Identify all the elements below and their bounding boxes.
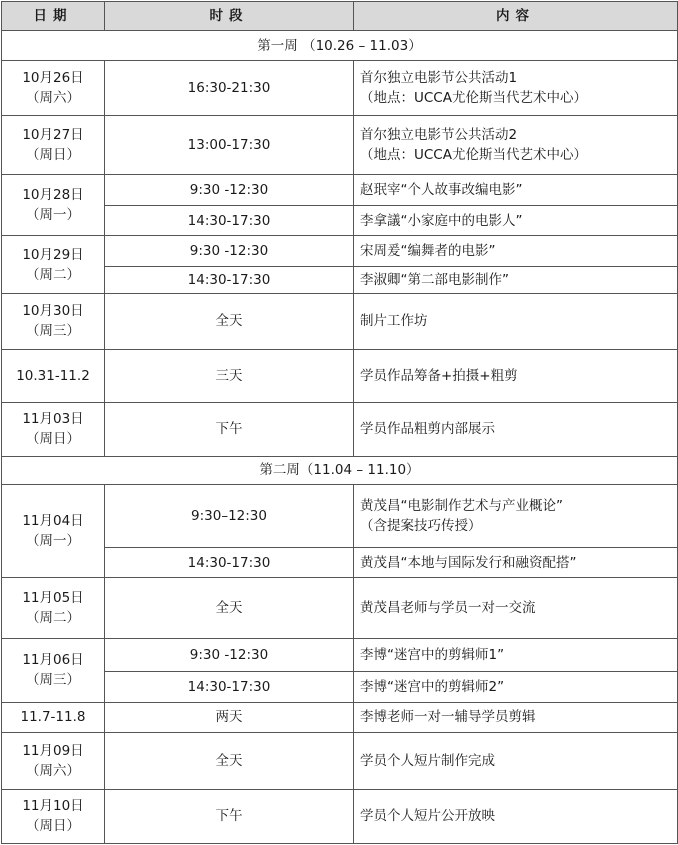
time-cell: 9:30 -12:30: [105, 639, 354, 672]
date-text: 11月03日: [22, 411, 84, 428]
time-cell: 三天: [105, 349, 354, 402]
weekday-text: （周三）: [26, 323, 80, 340]
content-line: 学员作品粗剪内部展示: [360, 421, 495, 438]
week-title: 第一周 （10.26 – 11.03）: [2, 31, 678, 61]
content-cell: [354, 402, 678, 456]
date-text: 10月30日: [22, 303, 84, 320]
content-line: 学员作品筹备+拍摄+粗剪: [360, 367, 518, 384]
weekday-text: （周日）: [26, 818, 80, 835]
content-cell: [354, 116, 678, 175]
header-time: 时段: [105, 2, 354, 31]
table-row: [2, 349, 678, 402]
table-row: [2, 485, 678, 548]
weekday-text: （周六）: [26, 762, 80, 779]
date-cell: [2, 732, 105, 789]
content-cell: [354, 61, 678, 116]
date-text: 11月05日: [22, 590, 84, 607]
date-cell: [2, 402, 105, 456]
table-row: [2, 293, 678, 349]
weekday-text: （周二）: [26, 266, 80, 283]
time-cell: 14:30-17:30: [105, 206, 354, 236]
time-cell: 全天: [105, 732, 354, 789]
content-line: 李博老师一对一辅导学员剪辑: [360, 709, 536, 726]
date-cell: [2, 61, 105, 116]
content-cell: [354, 236, 678, 266]
date-cell: [2, 175, 105, 236]
date-text: 10月28日: [22, 187, 84, 204]
date-cell: [2, 236, 105, 293]
content-line: 黄茂昌“本地与国际发行和融资配搭”: [360, 554, 577, 571]
weekday-text: （周一）: [26, 533, 80, 550]
time-cell: 14:30-17:30: [105, 266, 354, 293]
header-date: 日期: [2, 2, 105, 31]
header-row: [2, 2, 678, 31]
weekday-text: （周日）: [26, 147, 80, 164]
date-text: 11月09日: [22, 742, 84, 759]
table-row: [2, 116, 678, 175]
weekday-text: （周一）: [26, 207, 80, 224]
date-text: 10月26日: [22, 70, 84, 87]
weekday-text: （周三）: [26, 672, 80, 689]
content-cell: [354, 702, 678, 732]
content-cell: [354, 266, 678, 293]
date-cell: [2, 116, 105, 175]
table-row: [2, 578, 678, 639]
content-cell: [354, 175, 678, 206]
content-line: （地点：UCCA尤伦斯当代艺术中心）: [360, 147, 587, 164]
time-cell: 两天: [105, 702, 354, 732]
content-line: 李拿議“小家庭中的电影人”: [360, 212, 523, 229]
date-cell: [2, 702, 105, 732]
header-content: 内容: [354, 2, 678, 31]
content-line: 首尔独立电影节公共活动1: [360, 70, 518, 87]
date-cell: [2, 578, 105, 639]
date-cell: [2, 789, 105, 843]
content-cell: [354, 293, 678, 349]
time-cell: 16:30-21:30: [105, 61, 354, 116]
content-cell: [354, 485, 678, 548]
time-cell: 9:30–12:30: [105, 485, 354, 548]
time-cell: 9:30 -12:30: [105, 236, 354, 266]
table-row: [2, 236, 678, 266]
content-line: （含提案技巧传授）: [360, 518, 482, 535]
table-row: [2, 402, 678, 456]
content-line: 黄茂昌老师与学员一对一交流: [360, 600, 536, 617]
date-text: 11月10日: [22, 798, 84, 815]
content-line: 李淑卿“第二部电影制作”: [360, 271, 509, 288]
date-cell: [2, 485, 105, 578]
table-row: [2, 175, 678, 206]
weekday-text: （周二）: [26, 610, 80, 627]
content-cell: [354, 349, 678, 402]
week-header-row: [2, 31, 678, 61]
weekday-text: （周六）: [26, 90, 80, 107]
content-line: 制片工作坊: [360, 313, 428, 330]
schedule-body: [2, 31, 678, 844]
date-text: 10.31-11.2: [16, 367, 90, 384]
table-row: [2, 639, 678, 672]
time-cell: 9:30 -12:30: [105, 175, 354, 206]
content-line: 李博“迷宫中的剪辑师1”: [360, 647, 505, 664]
date-text: 10月27日: [22, 127, 84, 144]
content-cell: [354, 206, 678, 236]
time-cell: 全天: [105, 293, 354, 349]
table-row: [2, 61, 678, 116]
time-cell: 全天: [105, 578, 354, 639]
content-cell: [354, 639, 678, 672]
table-row: [2, 702, 678, 732]
week-header-row: [2, 456, 678, 484]
table-row: [2, 789, 678, 843]
content-line: 李博“迷宫中的剪辑师2”: [360, 678, 505, 695]
content-cell: [354, 789, 678, 843]
content-cell: [354, 672, 678, 702]
date-text: 11.7-11.8: [20, 709, 86, 726]
content-cell: [354, 578, 678, 639]
date-text: 10月29日: [22, 246, 84, 263]
content-line: 赵珉宰“个人故事改编电影”: [360, 182, 523, 199]
content-line: （地点：UCCA尤伦斯当代艺术中心）: [360, 90, 587, 107]
content-line: 学员个人短片制作完成: [360, 752, 495, 769]
date-cell: [2, 639, 105, 702]
content-line: 首尔独立电影节公共活动2: [360, 127, 518, 144]
content-line: 宋周爰“编舞者的电影”: [360, 242, 496, 259]
time-cell: 13:00-17:30: [105, 116, 354, 175]
time-cell: 14:30-17:30: [105, 548, 354, 578]
date-cell: [2, 293, 105, 349]
time-cell: 下午: [105, 789, 354, 843]
content-cell: [354, 548, 678, 578]
week-title: 第二周（11.04 – 11.10）: [2, 456, 678, 484]
time-cell: 14:30-17:30: [105, 672, 354, 702]
weekday-text: （周日）: [26, 431, 80, 448]
content-line: 黄茂昌“电影制作艺术与产业概论”: [360, 498, 563, 515]
date-cell: [2, 349, 105, 402]
date-text: 11月04日: [22, 513, 84, 530]
content-cell: [354, 732, 678, 789]
time-cell: 下午: [105, 402, 354, 456]
table-row: [2, 732, 678, 789]
date-text: 11月06日: [22, 652, 84, 669]
schedule-table: [1, 1, 678, 844]
content-line: 学员个人短片公开放映: [360, 808, 495, 825]
